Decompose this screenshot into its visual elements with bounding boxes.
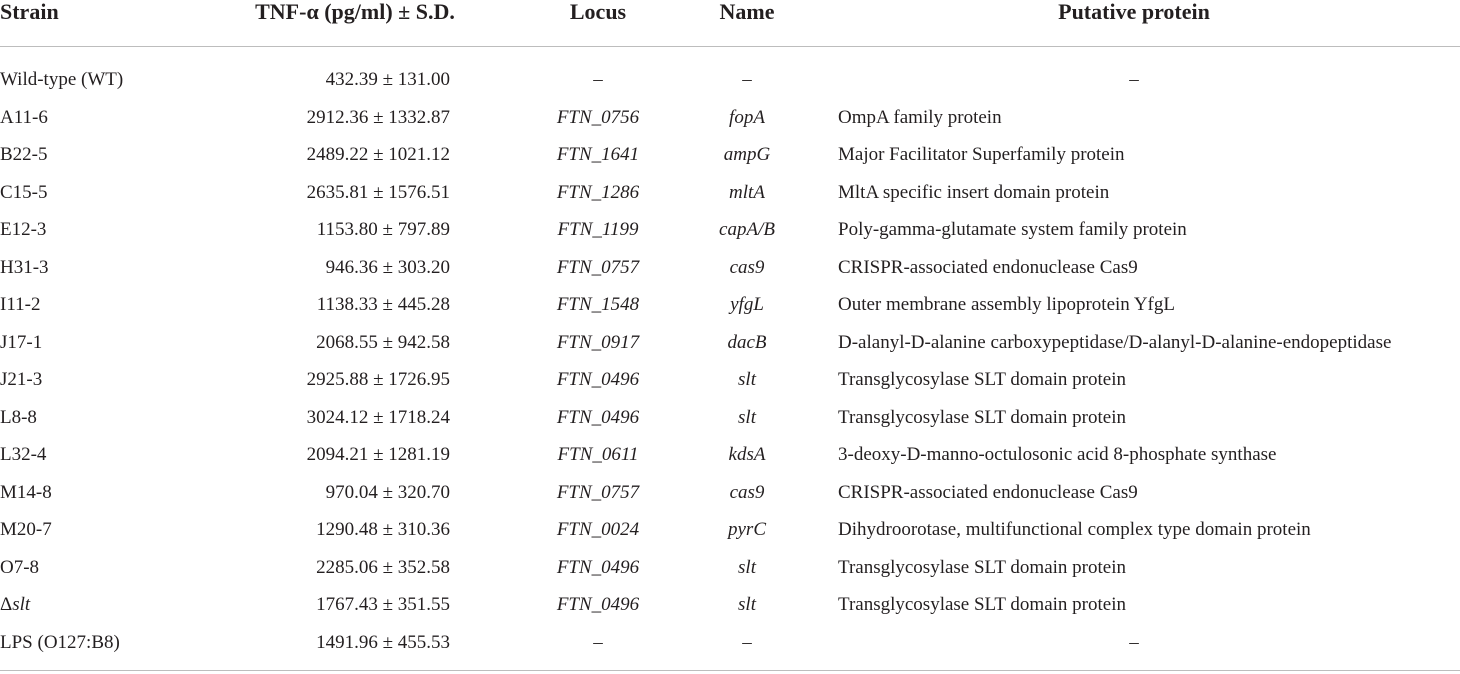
cell-name: capA/B (719, 219, 775, 241)
cell-strain (0, 47, 200, 100)
header-protein: Putative protein (1058, 0, 1210, 24)
cell-protein: Dihydroorotase, multifunctional complex type domain protein (838, 519, 1311, 541)
cell-tnf (200, 137, 510, 175)
cell-tnf (200, 512, 510, 550)
cell-locus: FTN_1286 (556, 181, 640, 203)
cell-name: dacB (727, 331, 767, 353)
cell-name: – (742, 69, 752, 90)
tnf-value: 432.39 ± 131.00 (325, 69, 450, 90)
cell-name: – (742, 631, 752, 653)
cell-tnf (200, 624, 510, 670)
cell-tnf (200, 474, 510, 512)
cell-locus: FTN_0757 (556, 256, 640, 278)
strain-text: E12-3 (0, 219, 47, 241)
cell-protein: Transglycosylase SLT domain protein (838, 556, 1126, 578)
cell-tnf (200, 324, 510, 362)
tnf-value: 1138.33 ± 445.28 (316, 294, 450, 316)
tnf-value: 1153.80 ± 797.89 (316, 219, 450, 241)
cell-protein: CRISPR-associated endonuclease Cas9 (838, 481, 1138, 503)
cell-locus: FTN_0757 (556, 481, 640, 503)
table-row (0, 249, 1460, 287)
cell-tnf (200, 99, 510, 137)
table-row (0, 212, 1460, 250)
table-row (0, 399, 1460, 437)
cell-locus: FTN_0917 (556, 331, 640, 353)
cell-protein: MltA specific insert domain protein (838, 181, 1110, 203)
table-row (0, 474, 1460, 512)
cell-protein: Poly-gamma-glutamate system family protein (838, 219, 1187, 241)
cell-locus: FTN_1641 (556, 144, 640, 166)
cell-locus: – (593, 69, 603, 90)
tnf-value: 1290.48 ± 310.36 (316, 519, 450, 541)
strain-text: B22-5 (0, 144, 48, 166)
cell-tnf (200, 399, 510, 437)
strain-text: O7-8 (0, 556, 40, 578)
tnf-value: 2635.81 ± 1576.51 (306, 181, 450, 203)
tnf-value: 946.36 ± 303.20 (325, 256, 450, 278)
cell-name: ampG (723, 144, 771, 166)
cell-strain (0, 399, 200, 437)
header-locus: Locus (569, 0, 627, 24)
cell-locus: FTN_0496 (556, 369, 640, 391)
tnf-value: 1491.96 ± 455.53 (316, 631, 450, 653)
cell-tnf (200, 212, 510, 250)
cell-name: slt (738, 406, 756, 428)
cell-tnf (200, 287, 510, 325)
cell-strain (0, 587, 200, 625)
cell-name: cas9 (729, 256, 765, 278)
strain-text: L32-4 (0, 444, 47, 466)
cell-strain (0, 212, 200, 250)
cell-strain (0, 362, 200, 400)
cell-locus: FTN_0611 (557, 444, 639, 466)
cell-name: fopA (729, 106, 765, 128)
cell-protein: Outer membrane assembly lipoprotein YfgL (838, 294, 1175, 316)
cell-locus: FTN_0024 (556, 519, 640, 541)
table-row (0, 624, 1460, 670)
cell-tnf (200, 47, 510, 100)
cell-name: pyrC (728, 519, 766, 541)
cell-strain (0, 137, 200, 175)
cell-protein: Major Facilitator Superfamily protein (838, 144, 1125, 166)
cell-strain (0, 174, 200, 212)
cell-name: yfgL (730, 294, 764, 316)
cell-name: cas9 (729, 481, 765, 503)
cell-tnf (200, 362, 510, 400)
cell-protein: Transglycosylase SLT domain protein (838, 406, 1126, 428)
strain-text: J17-1 (0, 331, 43, 353)
table-row (0, 512, 1460, 550)
strain-text: H31-3 (0, 256, 49, 278)
strain-text: A11-6 (0, 106, 48, 128)
cell-name: slt (738, 594, 756, 616)
table-row (0, 587, 1460, 625)
cell-protein: CRISPR-associated endonuclease Cas9 (838, 256, 1138, 278)
table-row (0, 47, 1460, 100)
tnf-value: 2925.88 ± 1726.95 (306, 369, 450, 391)
table-row (0, 362, 1460, 400)
cell-strain (0, 324, 200, 362)
cell-strain (0, 474, 200, 512)
cell-strain (0, 437, 200, 475)
cell-locus: FTN_0496 (556, 594, 640, 616)
cell-locus: FTN_0756 (556, 106, 640, 128)
strain-text: Wild-type (WT) (0, 69, 124, 90)
tnf-value: 3024.12 ± 1718.24 (306, 406, 450, 428)
cell-protein: 3-deoxy-D-manno-octulosonic acid 8-phosphate synthase (838, 444, 1277, 466)
cell-strain (0, 512, 200, 550)
tnf-value: 1767.43 ± 351.55 (316, 594, 450, 616)
cell-tnf (200, 437, 510, 475)
header-tnf: TNF-α (pg/ml) ± S.D. (255, 0, 455, 24)
tnf-value: 2285.06 ± 352.58 (316, 556, 450, 578)
strain-text: M20-7 (0, 519, 52, 541)
cell-locus: FTN_1199 (557, 219, 639, 241)
table-row (0, 324, 1460, 362)
tnf-value: 2094.21 ± 1281.19 (306, 444, 450, 466)
cell-protein: D-alanyl-D-alanine carboxypeptidase/D-alanyl-D-alanine-endopeptidase (838, 331, 1392, 353)
strain-text: L8-8 (0, 406, 37, 428)
table-header-row (0, 0, 1460, 47)
cell-tnf (200, 549, 510, 587)
cell-strain (0, 624, 200, 670)
cell-strain (0, 549, 200, 587)
strain-text: J21-3 (0, 369, 43, 391)
table-row (0, 549, 1460, 587)
tnf-value: 2489.22 ± 1021.12 (306, 144, 450, 166)
table-body (0, 47, 1460, 671)
cell-strain (0, 249, 200, 287)
cell-locus: FTN_0496 (556, 556, 640, 578)
header-name: Name (719, 0, 775, 24)
strain-text: LPS (O127:B8) (0, 631, 120, 653)
table-row (0, 99, 1460, 137)
strain-text: I11-2 (0, 294, 41, 316)
cell-strain (0, 99, 200, 137)
cell-protein: OmpA family protein (838, 106, 1002, 128)
cell-locus: FTN_0496 (556, 406, 640, 428)
cell-name: slt (738, 369, 756, 391)
header-strain: Strain (0, 0, 59, 24)
tnf-value: 2912.36 ± 1332.87 (306, 106, 450, 128)
cell-protein: – (1129, 631, 1139, 653)
tnf-value: 2068.55 ± 942.58 (316, 331, 450, 353)
table-row (0, 437, 1460, 475)
table-row (0, 137, 1460, 175)
table-row (0, 174, 1460, 212)
cell-locus: FTN_1548 (556, 294, 640, 316)
strain-italic-text: slt (12, 594, 31, 616)
cell-name: slt (738, 556, 756, 578)
table-row (0, 287, 1460, 325)
cell-name: mltA (729, 181, 765, 203)
strain-text: M14-8 (0, 481, 52, 503)
cell-name: kdsA (728, 444, 766, 466)
strain-text: C15-5 (0, 181, 48, 203)
tnf-value: 970.04 ± 320.70 (325, 481, 450, 503)
cell-protein: – (1129, 69, 1139, 90)
cell-strain (0, 287, 200, 325)
strain-text: Δ (0, 594, 13, 616)
cell-locus: – (593, 631, 603, 653)
cell-tnf (200, 174, 510, 212)
cell-tnf (200, 587, 510, 625)
cell-tnf (200, 249, 510, 287)
cell-protein: Transglycosylase SLT domain protein (838, 369, 1126, 391)
cell-protein: Transglycosylase SLT domain protein (838, 594, 1126, 616)
